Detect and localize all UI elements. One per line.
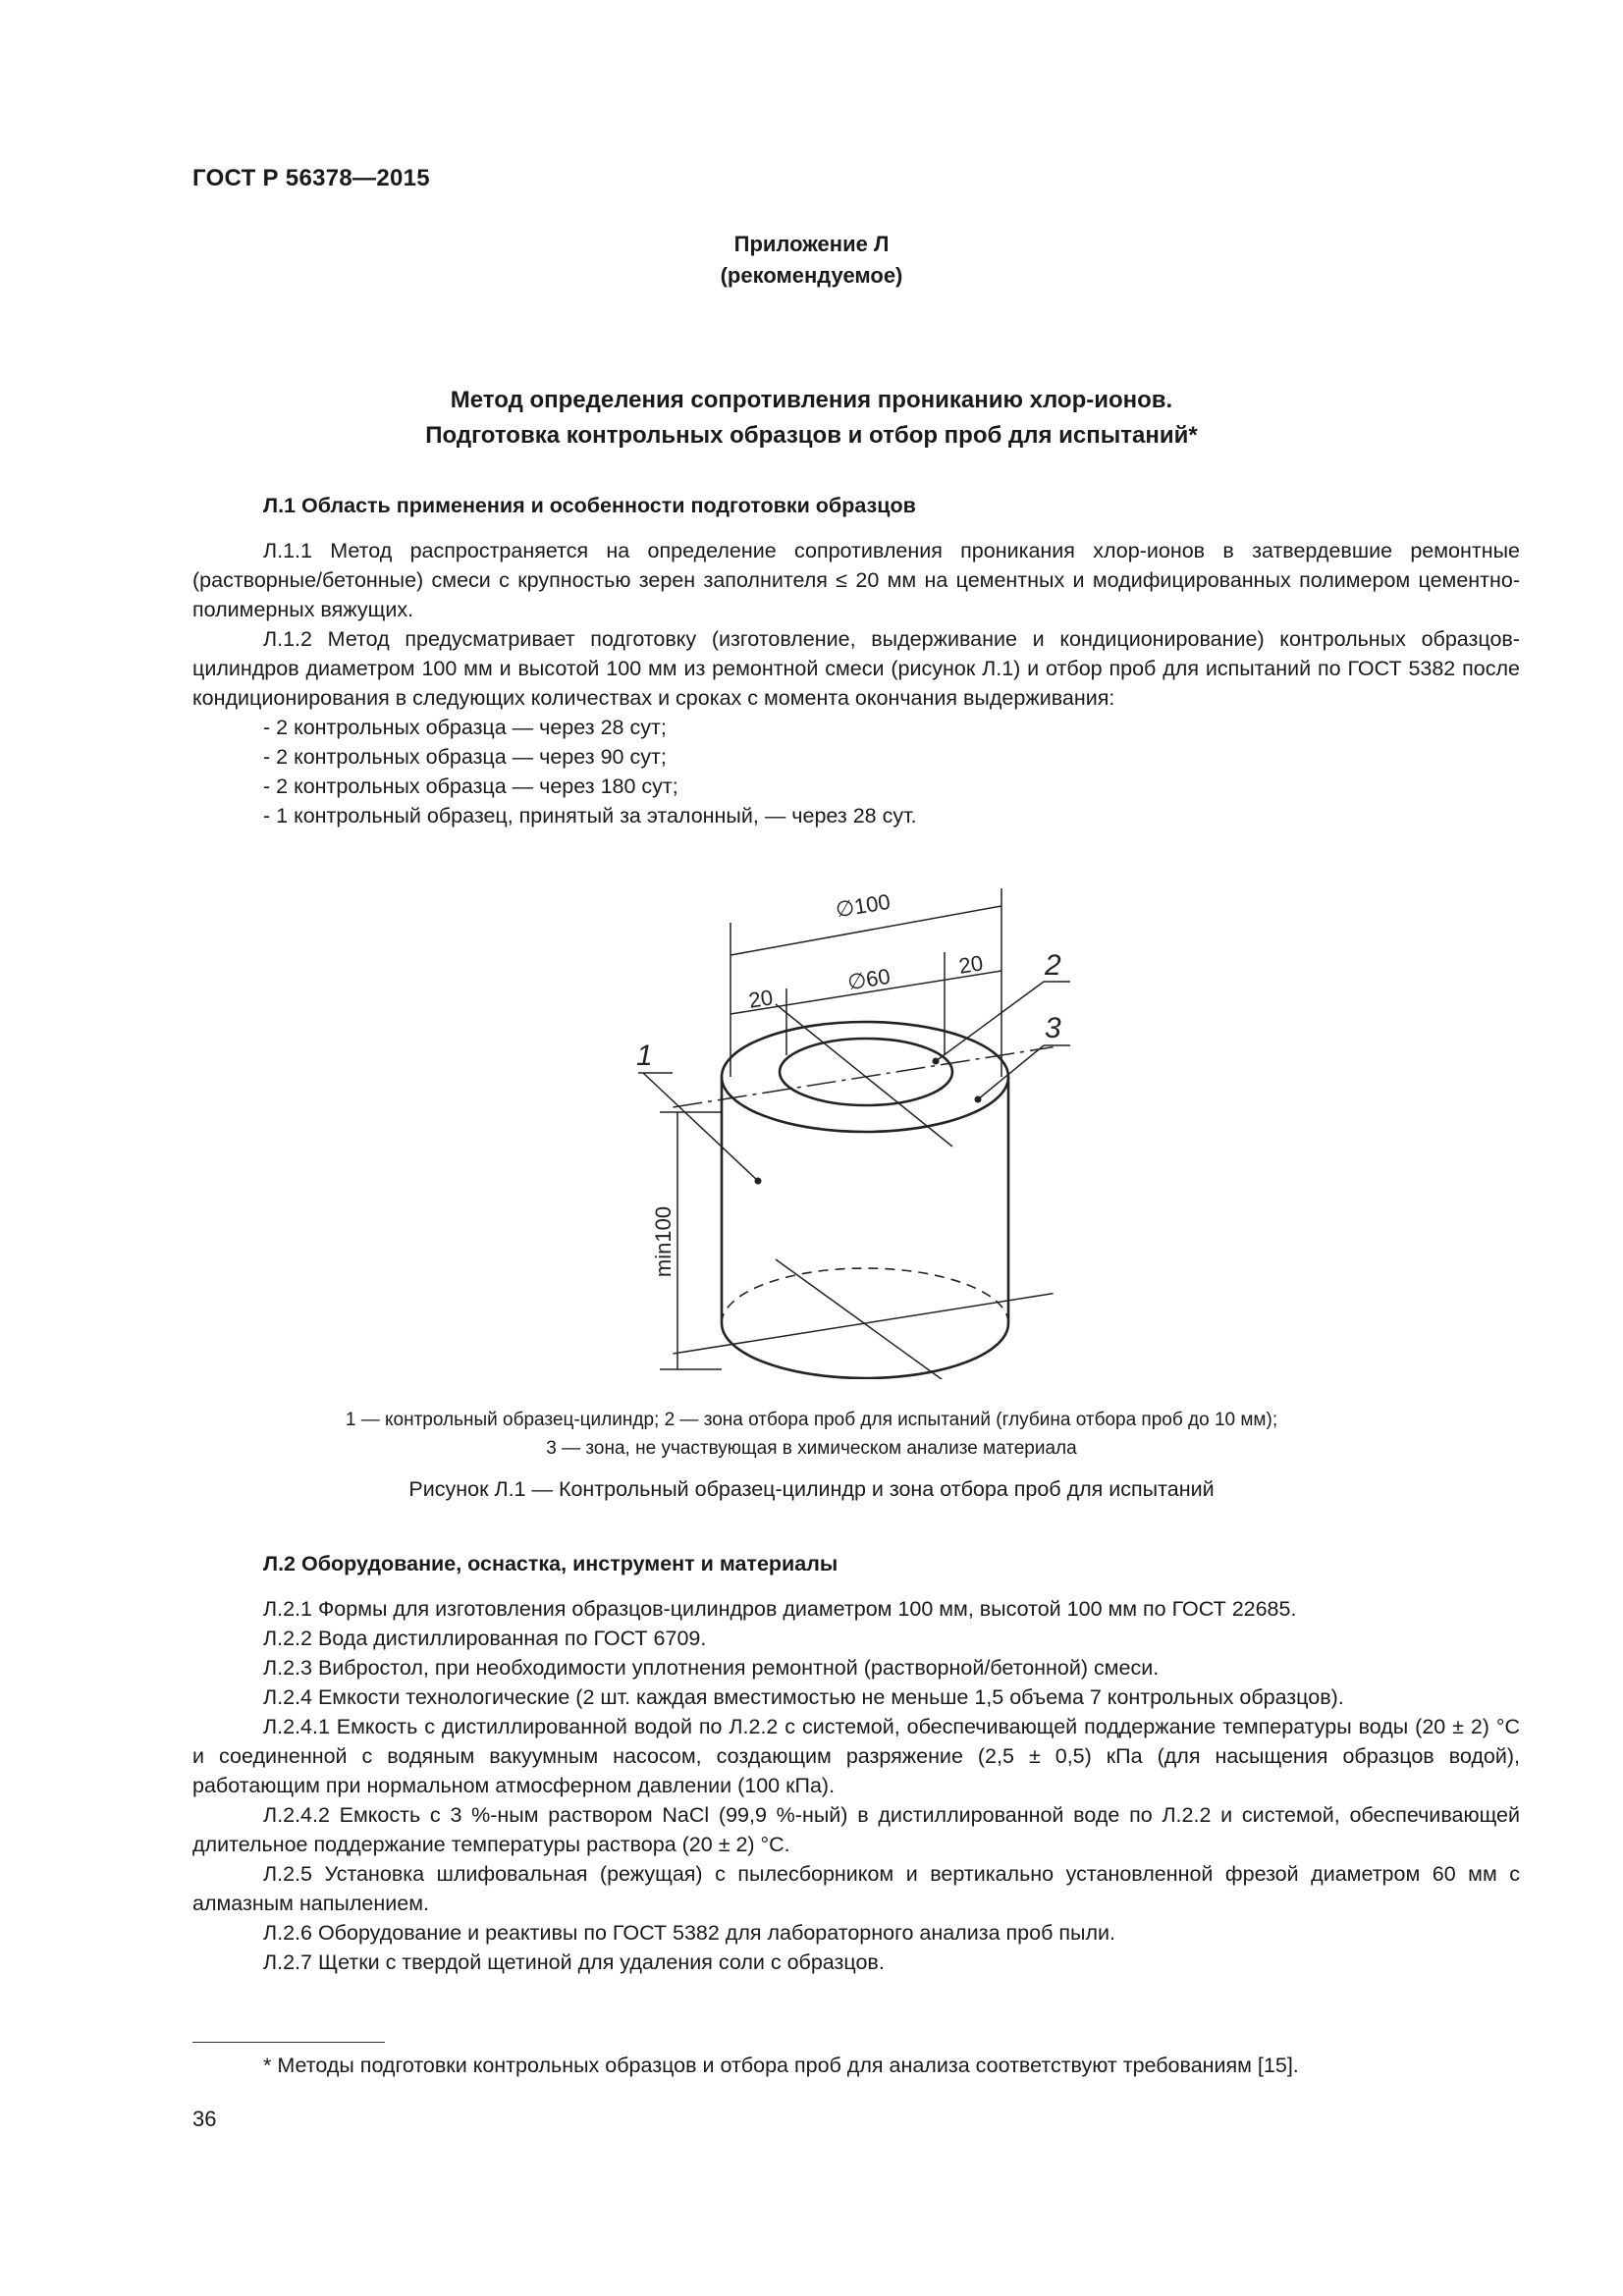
paragraph-l-2-4-1: Л.2.4.1 Емкость с дистиллированной водой по Л.2.2 с системой, обеспечивающей поддержание температуры воды (20 ± 2) °С и соединенной с водяным вакуумным насосом, создающим разряжение (2,5 ± 0,5) кПа (для насыщения образцов водой), работающим при нормальном атмосферном давлении (100 кПа). [192,1715,1520,1797]
section-2-heading: Л.2 Оборудование, оснастка, инструмент и материалы [263,1552,839,1575]
bottom-back-arc [722,1268,1008,1323]
callout-3: 3 [1045,1012,1061,1044]
cylinder-specimen-drawing [0,869,1623,1379]
paragraph-l-2-6: Л.2.6 Оборудование и реактивы по ГОСТ 5382 для лабораторного анализа проб пыли. [263,1921,1115,1945]
annex-status: (рекомендуемое) [720,263,903,288]
paragraph-l-2-4: Л.2.4 Емкости технологические (2 шт. каждая вместимостью не меньше 1,5 объема 7 контрольных образцов). [263,1685,1344,1709]
paragraph-l-2-3: Л.2.3 Вибростол, при необходимости уплотнения ремонтной (растворной/бетонной) смеси. [263,1656,1160,1680]
bottom-front-arc [722,1323,1008,1378]
figure-caption: Рисунок Л.1 — Контрольный образец-цилиндр и зона отбора проб для испытаний [408,1477,1215,1501]
method-title-line1: Метод определения сопротивления прониканию хлор-ионов. [450,387,1173,413]
callout-2: 2 [1045,949,1061,982]
dim-left-label: 20 [746,985,775,1013]
inner-hole-ellipse [780,1039,952,1105]
section-2 [192,1549,1520,1977]
annex-title: Приложение Л [733,232,890,256]
leader-1 [643,1073,758,1181]
figure-legend-line2: 3 — зона, не участвующая в химическом анализе материала [546,1438,1077,1459]
construction-lines [638,888,1070,1379]
document-header: ГОСТ Р 56378—2015 [192,165,430,191]
method-title-line2: Подготовка контрольных образцов и отбор проб для испытаний* [425,422,1198,449]
page-number: 36 [192,2107,217,2131]
dimension-labels [651,889,985,1277]
figure-legend-line1: 1 — контрольный образец-цилиндр; 2 — зона отбора проб для испытаний (глубина отбора проб до 10 мм); [345,1410,1278,1430]
callout-labels [636,949,1061,1072]
dim-height-label: min100 [651,1205,676,1278]
list-item: - 1 контрольный образец, принятый за эталонный, — через 28 сут. [263,804,917,828]
list-item: - 2 контрольных образца — через 90 сут; [263,745,667,769]
paragraph-l-2-7: Л.2.7 Щетки с твердой щетиной для удаления соли с образцов. [263,1950,885,1974]
section-1 [192,491,1520,830]
paragraph-l-2-1: Л.2.1 Формы для изготовления образцов-цилиндров диаметром 100 мм, высотой 100 мм по ГОСТ 22685. [263,1597,1297,1621]
paragraph-l-2-4-2: Л.2.4.2 Емкость с 3 %-ным раствором NaCl (99,9 %-ный) в дистиллированной воде по Л.2.2 и системой, обеспечивающей длительное поддержание температуры раствора (20 ± 2) °С. [192,1803,1520,1856]
paragraph-l-2-5: Л.2.5 Установка шлифовальная (режущая) с пылесборником и вертикально установленной фрезой диаметром 60 мм с алмазным напылением. [192,1862,1520,1915]
footnote-separator [192,2042,385,2043]
dim-outer-label: ∅100 [834,888,893,923]
paragraph-l-1-1: Л.1.1 Метод распространяется на определение сопротивления проникания хлор-ионов в затвердевшие ремонтные (растворные/бетонные) смеси с крупностью зерен заполнителя ≤ 20 мм на цементных и модифицированных полимером цементно-полимерных вяжущих. [192,539,1520,621]
paragraph-l-2-2: Л.2.2 Вода дистиллированная по ГОСТ 6709. [263,1627,707,1650]
list-item: - 2 контрольных образца — через 28 сут; [263,716,667,739]
section-1-heading: Л.1 Область применения и особенности подготовки образцов [263,494,916,517]
list-item: - 2 контрольных образца — через 180 сут; [263,774,678,798]
dim-right-label: 20 [956,950,985,979]
footnote: * Методы подготовки контрольных образцов и отбора проб для анализа соответствуют требованиям [15]. [263,2054,1299,2077]
paragraph-l-1-2: Л.1.2 Метод предусматривает подготовку (изготовление, выдерживание и кондиционирование) контрольных образцов-цилиндров диаметром 100 мм и высотой 100 мм из ремонтной смеси (рисунок Л.1) и отбор проб для испытаний по ГОСТ 5382 после кондиционирования в следующих количествах и сроках с момента окончания выдерживания: [192,627,1520,710]
callout-1: 1 [636,1040,653,1072]
dim-inner-label: ∅60 [845,963,893,995]
